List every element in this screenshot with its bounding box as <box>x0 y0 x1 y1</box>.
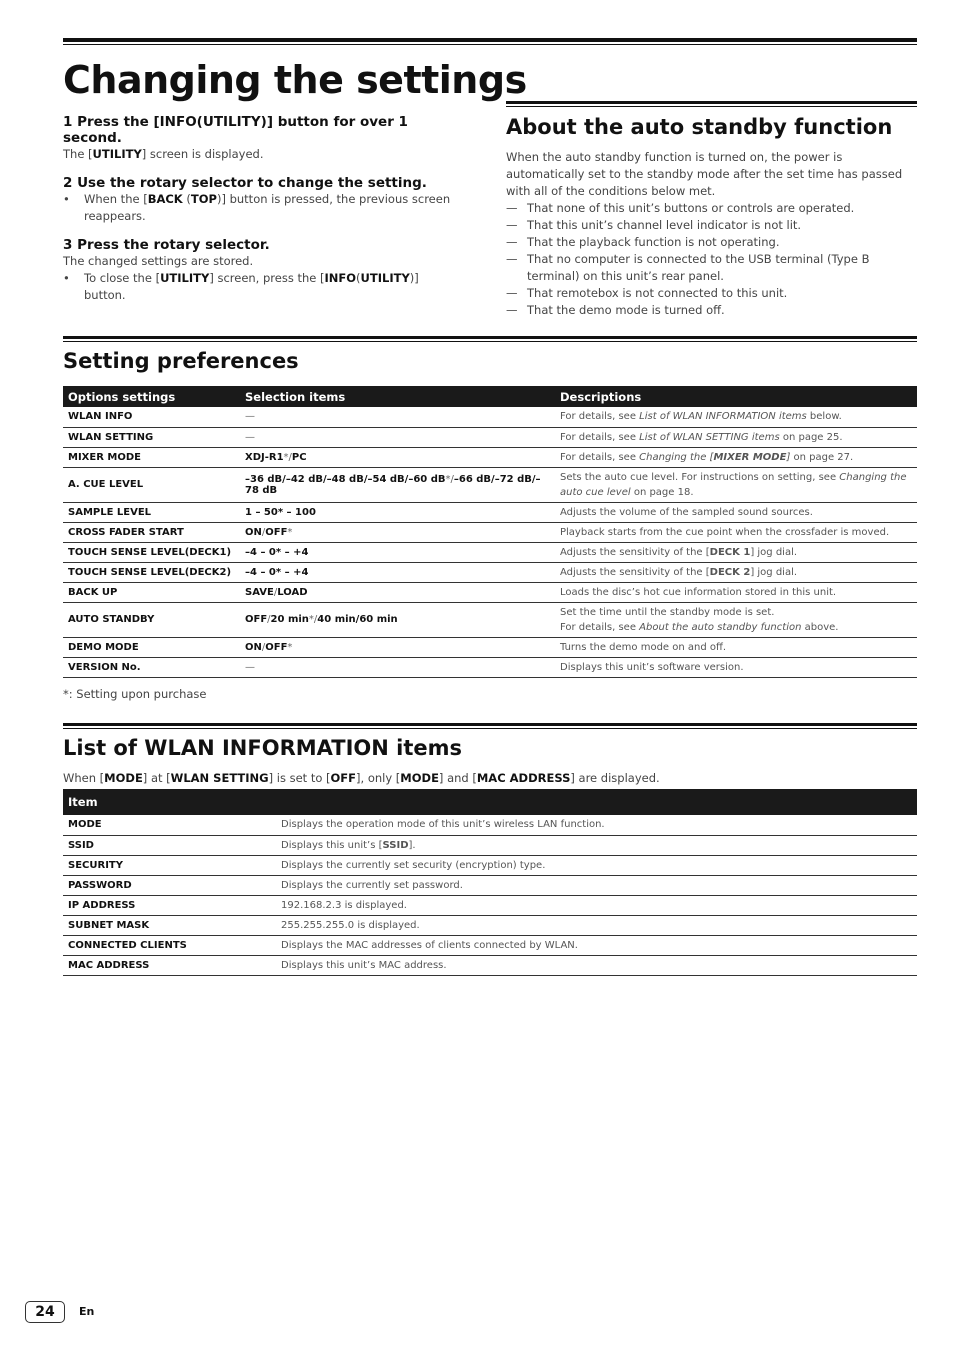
step-2-heading: 2 Use the rotary selector to change the setting. <box>63 175 427 191</box>
wlan-rule <box>63 723 917 729</box>
table-row: CROSS FADER START ON/OFF* Playback starts from the cue point when the crossfader is moved. <box>63 522 917 542</box>
steps <box>63 114 463 304</box>
table-row: TOUCH SENSE LEVEL(DECK2) –4 – 0* – +4 Adjusts the sensitivity of the [DECK 2] jog dial. <box>63 562 917 582</box>
wlan-table <box>63 789 917 976</box>
auto-standby-rule <box>506 101 917 107</box>
auto-standby-body <box>506 149 918 319</box>
preferences-heading: Setting preferences <box>63 349 299 373</box>
condition-item: — That the demo mode is turned off. <box>506 303 725 317</box>
top-rule <box>63 38 917 45</box>
page-title: Changing the settings <box>63 58 527 102</box>
table-row: SAMPLE LEVEL 1 – 50* – 100 Adjusts the volume of the sampled sound sources. <box>63 502 917 522</box>
condition-item: — That remotebox is not connected to this unit. <box>506 286 788 300</box>
table-row: PASSWORD Displays the currently set password. <box>63 875 917 895</box>
step-1-text: The [UTILITY] screen is displayed. <box>63 147 264 161</box>
condition-item: — That no computer is connected to the USB terminal (Type B terminal) on this unit’s rear panel. <box>506 252 870 283</box>
table-row: A. CUE LEVEL –36 dB/–42 dB/–48 dB/–54 dB/–60 dB*/–66 dB/–72 dB/–78 dB Sets the auto cue level. For instructions on setting, see Changing the auto cue level on page 18. <box>63 467 917 502</box>
preferences-table <box>63 386 917 678</box>
table-row: VERSION No. — Displays this unit’s software version. <box>63 657 917 677</box>
table-row: BACK UP SAVE/LOAD Loads the disc’s hot cue information stored in this unit. <box>63 582 917 602</box>
wlan-intro: When [MODE] at [WLAN SETTING] is set to [OFF], only [MODE] and [MAC ADDRESS] are displayed. <box>63 771 660 785</box>
table-row: WLAN INFO — For details, see List of WLAN INFORMATION items below. <box>63 407 917 427</box>
table-row: SECURITY Displays the currently set security (encryption) type. <box>63 855 917 875</box>
step-2-bullet: • When the [BACK (TOP)] button is pressed, the previous screen reappears. <box>63 192 451 223</box>
table-row: AUTO STANDBY OFF/20 min*/40 min/60 min Set the time until the standby mode is set. For details, see About the auto standby function above. <box>63 602 917 637</box>
page-number: 24 <box>25 1301 65 1323</box>
table-row: WLAN SETTING — For details, see List of WLAN SETTING items on page 25. <box>63 427 917 447</box>
table-row: MIXER MODE XDJ-R1*/PC For details, see Changing the [MIXER MODE] on page 27. <box>63 447 917 467</box>
table-row: MODE Displays the operation mode of this unit’s wireless LAN function. <box>63 815 917 835</box>
condition-item: — That this unit’s channel level indicator is not lit. <box>506 218 802 232</box>
table-row: IP ADDRESS 192.168.2.3 is displayed. <box>63 895 917 915</box>
table-row: SSID Displays this unit’s [SSID]. <box>63 835 917 855</box>
table-row: DEMO MODE ON/OFF* Turns the demo mode on and off. <box>63 637 917 657</box>
table-row: CONNECTED CLIENTS Displays the MAC addresses of clients connected by WLAN. <box>63 935 917 955</box>
condition-item: — That none of this unit’s buttons or controls are operated. <box>506 201 855 215</box>
col-header-selection: Selection items <box>240 386 555 407</box>
step-3-bullet: • To close the [UTILITY] screen, press the [INFO(UTILITY)] button. <box>63 271 419 302</box>
language-label: En <box>79 1305 95 1318</box>
table-row: MAC ADDRESS Displays this unit’s MAC address. <box>63 955 917 975</box>
col-header-item: Item <box>63 789 917 815</box>
table-row: SUBNET MASK 255.255.255.0 is displayed. <box>63 915 917 935</box>
wlan-heading: List of WLAN INFORMATION items <box>63 736 462 760</box>
condition-item: — That the playback function is not operating. <box>506 235 780 249</box>
footnote: *: Setting upon purchase <box>63 687 207 701</box>
col-header-descriptions: Descriptions <box>555 386 917 407</box>
step-1-heading: 1 Press the [INFO(UTILITY)] button for over 1 second. <box>63 114 408 146</box>
col-header-options: Options settings <box>63 386 240 407</box>
table-row: TOUCH SENSE LEVEL(DECK1) –4 – 0* – +4 Adjusts the sensitivity of the [DECK 1] jog dial. <box>63 542 917 562</box>
auto-standby-heading: About the auto standby function <box>506 115 893 139</box>
step-3-text: The changed settings are stored. <box>63 254 254 268</box>
preferences-rule <box>63 336 917 342</box>
auto-standby-intro: When the auto standby function is turned on, the power is automatically set to the standby mode after the set time has passed with all of the conditions below met. <box>506 150 903 198</box>
step-3-heading: 3 Press the rotary selector. <box>63 237 270 253</box>
